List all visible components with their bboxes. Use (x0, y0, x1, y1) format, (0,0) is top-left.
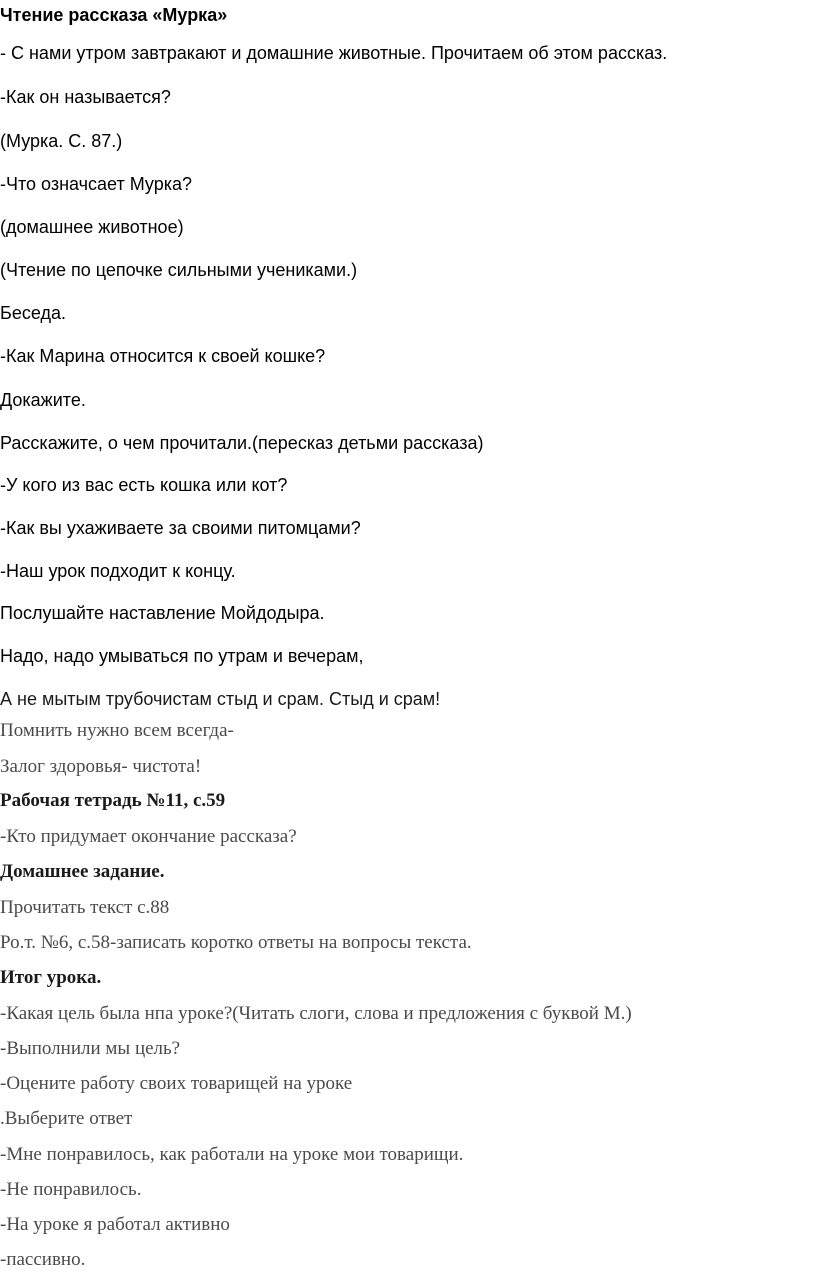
text-line: (Чтение по цепочке сильными учениками.) (0, 260, 358, 280)
text-line: (домашнее животное) (0, 217, 184, 237)
text-line: Помнить нужно всем всегда- (0, 720, 234, 741)
text-line: Прочитать текст с.88 (0, 897, 170, 918)
section-heading: Домашнее задание. (0, 861, 165, 882)
text-line: - С нами утром завтракают и домашние животные. Прочитаем об этом рассказ. (0, 43, 668, 63)
text-line: -Оцените работу своих товарищей на уроке (0, 1073, 353, 1094)
text-line: Залог здоровья- чистота! (0, 756, 202, 777)
text-line: -Что означсает Мурка? (0, 174, 193, 194)
text-line: -Как он называется? (0, 87, 171, 107)
text-line: -Какая цель была нпа уроке?(Читать слоги, слова и предложения с буквой М.) (0, 1003, 632, 1024)
text-line: Докажите. (0, 390, 86, 410)
text-line: .Выберите ответ (0, 1108, 133, 1129)
text-line: Надо, надо умываться по утрам и вечерам, (0, 646, 364, 666)
text-line: Расскажите, о чем прочитали.(пересказ детьми рассказа) (0, 433, 484, 453)
text-line: -У кого из вас есть кошка или кот? (0, 475, 288, 495)
text-line: -На уроке я работал активно (0, 1214, 230, 1235)
text-line: -Кто придумает окончание рассказа? (0, 826, 297, 847)
text-line: -Выполнили мы цель? (0, 1038, 181, 1059)
text-line: (Мурка. С. 87.) (0, 131, 123, 151)
text-line: Беседа. (0, 303, 66, 323)
text-line: -Мне понравилось, как работали на уроке мои товарищи. (0, 1144, 464, 1165)
text-line: Ро.т. №6, с.58-записать коротко ответы на вопросы текста. (0, 932, 472, 953)
text-line: -Как Марина относится к своей кошке? (0, 346, 326, 366)
section-heading: Итог урока. (0, 967, 102, 988)
section-heading: Рабочая тетрадь №11, с.59 (0, 790, 226, 811)
text-line: А не мытым трубочистам стыд и срам. Стыд и срам! (0, 689, 441, 709)
document-title: Чтение рассказа «Мурка» (0, 5, 228, 25)
text-line: Послушайте наставление Мойдодыра. (0, 603, 325, 623)
text-line: -Наш урок подходит к концу. (0, 561, 236, 581)
text-line: -Не понравилось. (0, 1179, 142, 1200)
text-line: -пассивно. (0, 1249, 86, 1270)
text-line: -Как вы ухаживаете за своими питомцами? (0, 518, 361, 538)
